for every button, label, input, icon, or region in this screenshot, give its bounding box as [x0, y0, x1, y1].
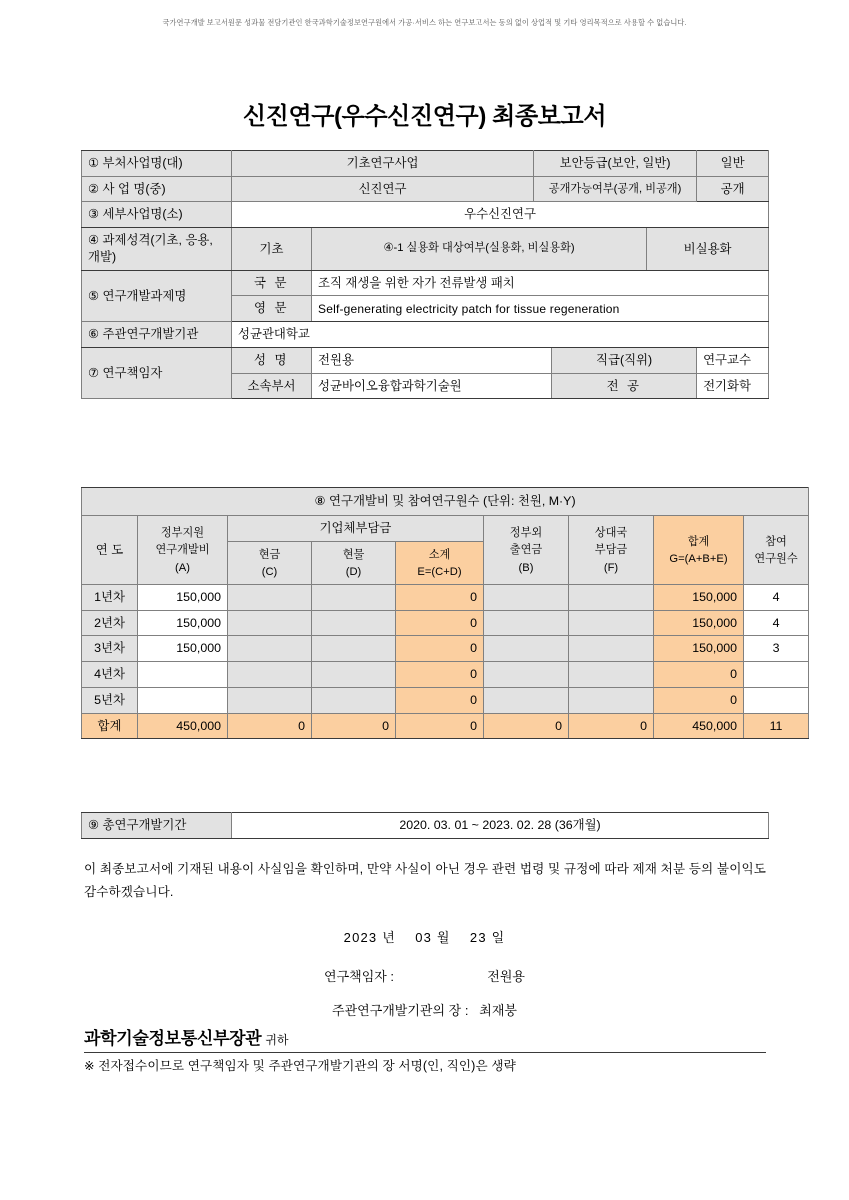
cell-cash — [228, 636, 312, 662]
col-header-nongov-line1: 정부외 — [509, 527, 543, 540]
cell-gov-support — [138, 662, 228, 688]
cell-partner — [569, 662, 654, 688]
cell-gov-support: 150,000 — [138, 610, 228, 636]
field-value-disclosure: 공개 — [697, 176, 769, 202]
footnote: ※ 전자접수이므로 연구책임자 및 주관연구개발기관의 장 서명(인, 직인)은 생략 — [84, 1059, 516, 1073]
cell-grand-total: 150,000 — [654, 610, 744, 636]
signature-day: 23 — [469, 930, 487, 945]
col-header-inkind — [312, 541, 396, 584]
col-header-inkind-line1: 현물 — [342, 548, 365, 561]
col-header-nongov-line2: 출연금 — [509, 544, 543, 557]
col-header-gov-support-line1: 정부지원 — [160, 527, 205, 540]
table-row — [82, 584, 809, 610]
field-label-title-english: 영 문 — [232, 296, 312, 322]
field-label-program-name: ② 사 업 명(중) — [82, 176, 232, 202]
cell-total-subtotal: 0 — [396, 713, 484, 739]
signature-month: 03 — [415, 930, 433, 945]
cell-nongov — [484, 636, 569, 662]
cell-partner — [569, 687, 654, 713]
signature-pi-line — [0, 966, 849, 985]
addressee-block — [84, 1024, 766, 1053]
cell-year: 2년차 — [82, 610, 138, 636]
field-value-security-grade: 일반 — [697, 151, 769, 177]
addressee-minister: 과학기술정보통신부장관 — [84, 1029, 262, 1048]
cell-grand-total: 150,000 — [654, 636, 744, 662]
col-header-subtotal-line1: 소계 — [428, 548, 451, 561]
table-row — [82, 662, 809, 688]
table-row — [82, 270, 769, 296]
signature-month-unit: 월 — [436, 930, 451, 945]
cell-researcher-count — [744, 687, 809, 713]
col-header-nongov-line3: (B) — [518, 561, 534, 574]
table-row — [82, 813, 769, 839]
cell-year: 4년차 — [82, 662, 138, 688]
field-label-commercialization: ④-1 실용화 대상여부(실용화, 비실용화) — [312, 228, 647, 270]
field-label-host-institution: ⑥ 주관연구개발기관 — [82, 322, 232, 348]
col-header-cash-line1: 현금 — [258, 548, 281, 561]
signature-org-head-label: 주관연구개발기관의 장 : — [332, 1003, 469, 1018]
cell-gov-support: 150,000 — [138, 636, 228, 662]
signature-date — [0, 927, 849, 946]
cell-researcher-count — [744, 662, 809, 688]
field-label-project-title: ⑤ 연구개발과제명 — [82, 270, 232, 321]
cell-nongov — [484, 584, 569, 610]
field-label-security-grade: 보안등급(보안, 일반) — [534, 151, 697, 177]
table-row — [82, 347, 769, 373]
cell-grand-total: 0 — [654, 687, 744, 713]
field-label-principal-investigator: ⑦ 연구책임자 — [82, 347, 232, 398]
cell-subtotal: 0 — [396, 636, 484, 662]
cell-total-researcher-count: 11 — [744, 713, 809, 739]
field-label-title-korean: 국 문 — [232, 270, 312, 296]
col-header-year: 연 도 — [82, 516, 138, 585]
signature-pi-label: 연구책임자 : — [324, 969, 395, 984]
table-row — [82, 151, 769, 177]
col-header-cash — [228, 541, 312, 584]
col-header-gov-support — [138, 516, 228, 585]
col-header-partner-line3: (F) — [603, 561, 619, 574]
cell-year: 1년차 — [82, 584, 138, 610]
page-title: 신진연구(우수신진연구) 최종보고서 — [242, 103, 607, 130]
cell-nongov — [484, 687, 569, 713]
signature-org-head-line — [0, 1000, 849, 1019]
cell-subtotal: 0 — [396, 584, 484, 610]
signature-org-head-name: 최재붕 — [479, 1003, 517, 1018]
field-value-title-english: Self-generating electricity patch for tissue regeneration — [312, 296, 769, 322]
cell-year: 3년차 — [82, 636, 138, 662]
cell-nongov — [484, 662, 569, 688]
cell-total-inkind: 0 — [312, 713, 396, 739]
cell-total-year: 합계 — [82, 713, 138, 739]
cell-total-grand-total: 450,000 — [654, 713, 744, 739]
col-header-nongov-fund — [484, 516, 569, 585]
field-value-program-name: 신진연구 — [232, 176, 534, 202]
cell-cash — [228, 610, 312, 636]
cell-subtotal: 0 — [396, 687, 484, 713]
cell-gov-support: 150,000 — [138, 584, 228, 610]
cell-inkind — [312, 687, 396, 713]
col-header-partner-line2: 부담금 — [594, 544, 628, 557]
addressee-suffix: 귀하 — [265, 1033, 289, 1047]
cell-cash — [228, 687, 312, 713]
table-row — [82, 202, 769, 228]
field-label-sub-program: ③ 세부사업명(소) — [82, 202, 232, 228]
col-header-cash-line2: (C) — [261, 565, 278, 578]
cell-grand-total: 0 — [654, 662, 744, 688]
field-value-commercialization: 비실용화 — [647, 228, 769, 270]
table-row — [82, 610, 809, 636]
table-row — [82, 687, 809, 713]
col-header-researcher-line2: 연구원수 — [754, 552, 798, 565]
signature-year: 2023 — [343, 930, 378, 945]
col-header-researcher-line1: 참여 — [765, 535, 787, 548]
table-row — [82, 516, 809, 542]
signature-day-unit: 일 — [491, 930, 506, 945]
col-header-subtotal-line2: E=(C+D) — [417, 565, 462, 578]
col-header-grand-total-line2: G=(A+B+E) — [669, 552, 728, 565]
field-value-pi-major: 전기화학 — [697, 373, 769, 399]
table-row-total — [82, 713, 809, 739]
cell-cash — [228, 584, 312, 610]
field-value-total-period: 2020. 03. 01 ~ 2023. 02. 28 (36개월) — [232, 813, 769, 839]
confirmation-statement: 이 최종보고서에 기재된 내용이 사실임을 확인하며, 만약 사실이 아닌 경우 관련 법령 및 규정에 따라 제재 처분 등의 불이익도 감수하겠습니다. — [84, 862, 766, 900]
field-value-pi-position: 연구교수 — [697, 347, 769, 373]
cell-inkind — [312, 636, 396, 662]
field-value-pi-name: 전원용 — [312, 347, 552, 373]
cell-total-nongov: 0 — [484, 713, 569, 739]
field-value-project-type: 기초 — [232, 228, 312, 270]
cell-subtotal: 0 — [396, 662, 484, 688]
cell-year: 5년차 — [82, 687, 138, 713]
field-value-title-korean: 조직 재생을 위한 자가 전류발생 패치 — [312, 270, 769, 296]
cell-inkind — [312, 584, 396, 610]
cell-grand-total: 150,000 — [654, 584, 744, 610]
field-label-pi-department: 소속부서 — [232, 373, 312, 399]
col-header-partner-line1: 상대국 — [594, 527, 628, 540]
col-header-gov-support-line3: (A) — [175, 561, 190, 574]
field-value-pi-department: 성균바이오융합과학기술원 — [312, 373, 552, 399]
table-row — [82, 488, 809, 516]
field-label-pi-name: 성 명 — [232, 347, 312, 373]
cell-partner — [569, 584, 654, 610]
table-row — [82, 176, 769, 202]
cell-researcher-count: 3 — [744, 636, 809, 662]
report-info-table — [81, 150, 769, 399]
col-header-partner-country — [569, 516, 654, 585]
budget-table — [81, 487, 809, 739]
signature-pi-name: 전원용 — [487, 969, 525, 984]
table-row — [82, 322, 769, 348]
cell-inkind — [312, 610, 396, 636]
cell-nongov — [484, 610, 569, 636]
col-header-gov-support-line2: 연구개발비 — [155, 544, 210, 557]
budget-caption: ⑧ 연구개발비 및 참여연구원수 (단위: 천원, M·Y) — [82, 488, 809, 516]
field-label-ministry-program: ① 부처사업명(대) — [82, 151, 232, 177]
col-header-researcher-count — [744, 516, 809, 585]
signature-year-unit: 년 — [382, 930, 396, 945]
col-header-grand-total — [654, 516, 744, 585]
col-header-company-contribution: 기업체부담금 — [228, 516, 484, 542]
header-notice: 국가연구개발 보고서원문 성과물 전담기관인 한국과학기술정보연구원에서 가공·서비스 하는 연구보고서는 동의 없이 상업적 및 기타 영리목적으로 사용할 수 없습니다. — [162, 18, 687, 27]
table-row — [82, 636, 809, 662]
cell-inkind — [312, 662, 396, 688]
col-header-grand-total-line1: 합계 — [687, 535, 710, 548]
cell-gov-support — [138, 687, 228, 713]
cell-subtotal: 0 — [396, 610, 484, 636]
field-label-disclosure: 공개가능여부(공개, 비공개) — [534, 176, 697, 202]
field-value-sub-program: 우수신진연구 — [232, 202, 769, 228]
cell-cash — [228, 662, 312, 688]
table-row — [82, 228, 769, 270]
field-label-pi-major: 전 공 — [552, 373, 697, 399]
cell-total-cash: 0 — [228, 713, 312, 739]
field-label-project-type: ④ 과제성격(기초, 응용, 개발) — [82, 228, 232, 270]
cell-researcher-count: 4 — [744, 610, 809, 636]
cell-partner — [569, 610, 654, 636]
cell-researcher-count: 4 — [744, 584, 809, 610]
cell-total-partner: 0 — [569, 713, 654, 739]
field-label-pi-position: 직급(직위) — [552, 347, 697, 373]
col-header-subtotal — [396, 541, 484, 584]
cell-total-gov-support: 450,000 — [138, 713, 228, 739]
col-header-inkind-line2: (D) — [345, 565, 362, 578]
cell-partner — [569, 636, 654, 662]
field-value-host-institution: 성균관대학교 — [232, 322, 769, 348]
total-period-table — [81, 812, 769, 839]
field-label-total-period: ⑨ 총연구개발기간 — [82, 813, 232, 839]
field-value-ministry-program: 기초연구사업 — [232, 151, 534, 177]
